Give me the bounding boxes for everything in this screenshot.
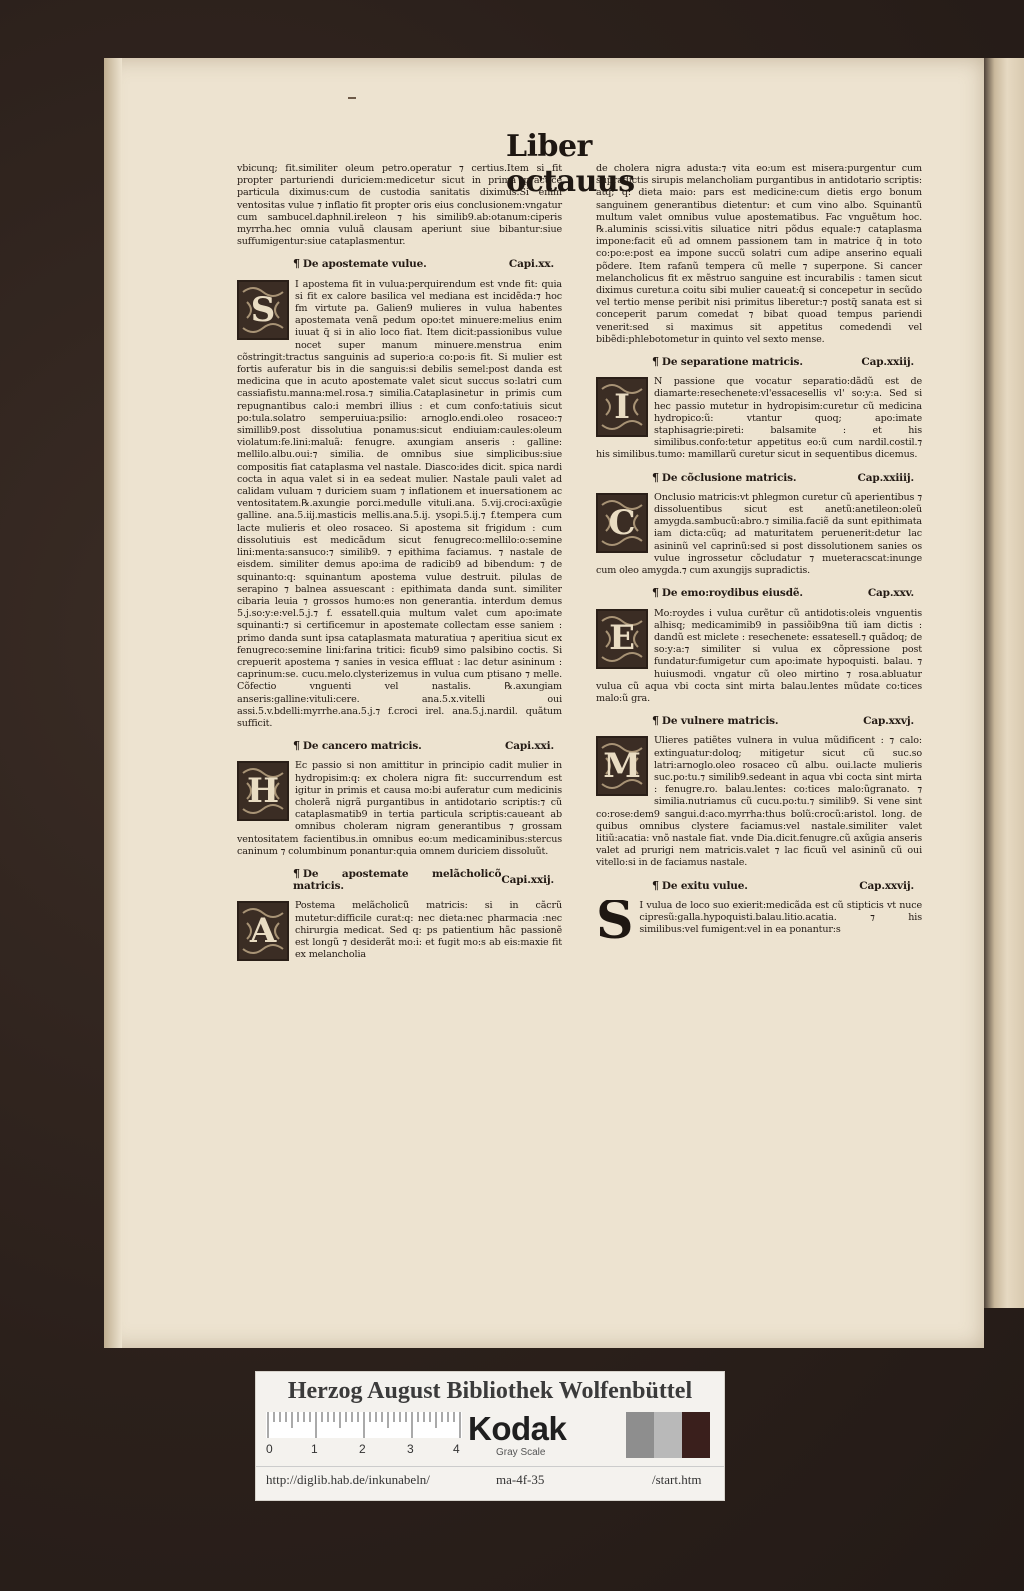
initial-letter: H xyxy=(247,771,279,812)
section-body xyxy=(596,900,922,944)
left-intro-text: vbicunq; fit.similiter oleum petro.operatur ⁊ certius.Item si fit propter parturiendi duriciem:medicetur sicut in prima practice particula diximus:cum de custodia sanitatis diximus.Si enim ventositas vulue ⁊ inflatio fit propter oris eius conclusionem:vngatur cum sambucel.daphnil.ireleon ⁊ his similib9.ab:otanum:ciperis myrrha.hec omnia vuluã clausam aperiunt siue bibantur:siue suffumigentur:siue cataplasmentur. xyxy=(237,163,562,248)
initial-letter: C xyxy=(608,502,636,543)
chapter-number: Capi.xxij. xyxy=(501,874,554,887)
chapter-number: Capi.xx. xyxy=(508,258,554,271)
section-heading xyxy=(293,740,554,752)
initial-letter: A xyxy=(249,911,277,952)
chapter-number: Cap.xxvj. xyxy=(863,715,914,728)
decorated-initial-icon xyxy=(237,901,289,961)
initial-letter: S xyxy=(250,289,276,330)
pilcrow-icon: ¶ xyxy=(652,355,659,369)
section-body xyxy=(596,376,922,461)
initial-letter: M xyxy=(603,746,641,787)
start-url: /start.htm xyxy=(652,1472,702,1487)
pilcrow-icon: ¶ xyxy=(293,257,300,271)
ruler-number: 0 xyxy=(266,1442,273,1456)
section-heading xyxy=(293,868,554,892)
pilcrow-icon: ¶ xyxy=(652,586,659,600)
heading-title: De apostemate melãcholicõ matricis. xyxy=(293,867,502,893)
section-heading xyxy=(652,356,914,368)
library-name: Herzog August Bibliothek Wolfenbüttel xyxy=(287,1378,693,1404)
pilcrow-icon: ¶ xyxy=(652,714,659,728)
left-column xyxy=(237,163,562,963)
pilcrow-icon: ¶ xyxy=(652,878,659,892)
section-text: N passione que vocatur separatio:dãdũ est de diamarte:resechenete:vl'essacesellis vl' so:y:a. Sed si hec passio mutetur in hydropisim:curetur cũ medicina hydropico:ũ: vtantur quoq; apo:imate staphisagrie:pireti: balsamite : et his similibus.confo:tetur appetitus eo:ũ cum nardil.costil.⁊ his similibus.tumo: mamillarũ curetur sicut in sequentibus dicemus. xyxy=(596,376,922,461)
chapter-number: Cap.xxiij. xyxy=(861,356,914,369)
gray-swatch xyxy=(654,1412,682,1458)
pilcrow-icon: ¶ xyxy=(293,866,300,880)
section-heading xyxy=(652,472,914,484)
right-column xyxy=(596,163,922,944)
gray-swatch xyxy=(682,1412,710,1458)
digital-library-url: http://diglib.hab.de/inkunabeln/ xyxy=(266,1472,430,1487)
section-body xyxy=(237,279,562,731)
section-text: Mo:roydes i vulua curẽtur cũ antidotis:oleis vnguentis alhisq; medicamimib9 in passiõib9na tiũ iam dictis : dandũ est miclete : resechenete: essatesell.⁊ quãdoq; de so:y:a:⁊ similiter si vulua ex cõpressione post fundatur:fumigetur cum apo:imate hypoquisti. balau. ⁊ huiusmodi. vngatur cũ oleo mirtino ⁊ rosa.abluatur vulua cũ aqua vbi cocta sint mirta balau.lentes mũdate co:tices malo:ũ gra. xyxy=(596,607,922,704)
chapter-number: Capi.xxi. xyxy=(505,740,554,753)
chapter-number: Cap.xxv. xyxy=(867,587,914,600)
right-intro-text: de cholera nigra adusta:⁊ vita eo:um est misera:purgentur cum supradictis sirupis melancholiam purgantibus in antidotario scriptis: atq; q: dieta maio: pars est medicine:cum dietis ergo bonum sanguinem generantibus dietentur: et cum vino albo. Squinantũ multum valet omnibus vulue apostematibus. Fac vnguẽtum hoc. ℞.aluminis scissi.vitis siluatice nitri põdus equale:⁊ cataplasma impone:facit eũ ad omnem passionem tam in matrice q̃ in toto co:po:e:post ea impone succũ solatri cum adipe anserino equali põdere. Item rafanũ tempera cũ melle ⁊ superpone. Si cancer melancholicus fit ex mẽstruo sanguine est incurabilis : tamen sicut diximus curetur.a coitu sibi mulier caueat:q̃ si concepetur in secũdo vel tertio mense peribit nisi primitus liberetur:⁊ postq̃ sanata est si conceperit parum comedat ⁊ bibat quoad tempus pariendi venerit:sed si maximus sit appetitus comedendi vel bibẽdi:phlebotometur in quinto vel sexto mense. xyxy=(596,163,922,345)
initial-letter: E xyxy=(609,618,635,659)
heading-title: De cancero matricis. xyxy=(302,740,422,753)
card-divider xyxy=(256,1466,724,1467)
shelfmark: ma-4f-35 xyxy=(496,1472,545,1487)
decorated-initial-icon xyxy=(237,761,289,821)
section-body xyxy=(596,492,922,577)
gray-swatch xyxy=(626,1412,654,1458)
decorated-initial-icon xyxy=(596,609,648,669)
heading-title: De exitu vulue. xyxy=(661,879,748,892)
heading-title: De apostemate vulue. xyxy=(302,258,427,271)
decorated-initial-icon xyxy=(596,377,648,437)
section-text: Onclusio matricis:vt phlegmon curetur cũ aperientibus ⁊ dissoluentibus sicut est anetũ:anetileon:oleũ amygda.sambucũ:abro.⁊ similia.faciẽ da sunt epithimata iam dicta:cũq; ad maturitatem peruenerit:detur lac asininũ vel caprinũ:sed si post dissolutionem sanies os vulue ingrossetur cõcludatur ⁊ mueteracscat:inunge cum oleo amygda.⁊ cum axungijs supradictis. xyxy=(596,491,922,577)
section-text: Postema melãcholicũ matricis: si in cãcrũ mutetur:difficile curat:q: nec dieta:nec pharmacia :nec chirurgia medicat. Sed q: ps patientium hãc passionẽ est longũ ⁊ desiderãt mo:i: et fugit mo:s ab eis:maxie fit ex melancholia xyxy=(295,900,562,961)
section-body xyxy=(237,900,562,963)
heading-title: De emo:roydibus eiusdẽ. xyxy=(661,587,803,600)
kodak-logo: Kodak xyxy=(468,1410,567,1447)
heading-title: De cõclusione matricis. xyxy=(661,471,797,484)
section-heading xyxy=(652,715,914,727)
pilcrow-icon: ¶ xyxy=(652,470,659,484)
decorated-initial-icon xyxy=(237,280,289,340)
gray-swatches xyxy=(626,1412,710,1458)
ruler-number: 1 xyxy=(311,1442,318,1456)
chapter-number: Cap.xxvij. xyxy=(859,879,914,892)
section-text: I apostema fit in vulua:perquirendum est vnde fit: quia si fit ex calore basilica vel mediana est incidẽda:⁊ hoc fm virtute pa. Galien9 mulieres in vulua habentes apostemata venã pedum opo:tet minuere:melius enim iuuat q̃ si in alio loco fiat. Item dicit:passionibus vulue nocet super manum minuere.menstrua enim cõstringit:tractus sanguinis ad superio:a co:po:is fit. Si mulier est fortis auferatur bis in die sanguis:si debilis semel:post danda est medicina que in acuto apostemate valet sicut succus so:latri cum cassiafistu.manna:mel.rosa.⁊ similia.Cataplasinetur in primis cum repugnantibus calo:i membri illius : et cum confo:tatiuis sicut po:tula.solatro semperuiua:psilio: arnoglo.endi.oleo rosaceo:⁊ simillib9.post dissolutiua ponamus:sicut endiuiam:caules:oleum violatum:fe.lini:maluã: fenugre. axungiam anseris : galline: mellilo.albu.oui:⁊ similia. de omnibus siue simplicibus:siue compositis fiat cataplasma vel nastale. Diasco:ides dicit. spica nardi cocta in aqua valet si in ea sedeat mulier. Nastale pauli valet ad calidam vuluam ⁊ duriciem suam ⁊ inflationem et inuersationem ac ventositatem.℞.axungie porci.medulle vituli.ana. 5.vij.croci:axũgie galline. ana.5.iij.masticis mellis.ana.5.ij. ysopi.5.ij.⁊ f.tempera cum lacte mulieris et oleo rosaceo. Si apostema sit frigidum : cum dissolutiuis est medicãdum sicut fenugreco:mellilo:o:semine lini:menta:sansuco:⁊ similib9. ⁊ epithima faciamus. ⁊ nastale de eisdem. similiter demus apo:ima de radicib9 ad bibendum: ⁊ de squinanto:q: squinantum apostema vulue destruit. pilulas de serapino ⁊ balnea assuescant : epithimata danda sunt. similiter cibaria leuia ⁊ grossos humo:es non generantia. interdum demus 5.j.so:y:e:vel.5.j.⁊ f. essatell.quia multum valet cum apo:imate squinanti:⁊ si certificemur in apostemate collectam esse saniem : primo danda sunt ipsa cataplasmata maturatiua ⁊ aperitiua sicut ex fenugreco:semine lini:farina tritici: ficub9 simo palsibino coctis. Si crepuerit apostema ⁊ sanies in vesica effluat : lac detur asininum : caprinum:se. cucu.melo.clysterizemus in vulua cum ptisano ⁊ melle. Cõfectio vnguenti vel nastalis. ℞.axungiam anseris:galline:vituli:cere. ana.5.x.vitelli oui assi.5.v.bdelli:myrrhe.ana.5.j.⁊ f.croci irel. ana.5.j.nardil. quãtum sufficit. xyxy=(237,278,562,729)
section-body xyxy=(596,735,922,869)
ruler-number: 2 xyxy=(359,1442,366,1456)
section-text: I vulua de loco suo exierit:medicãda est cũ stipticis vt nuce cipresũ:galla.hypoquisti.balau.litio.acatia. ⁊ his similibus:vel fumigent:vel in ea ponantur:s xyxy=(639,899,922,936)
section-text: Ulieres patiẽtes vulnera in vulua mũdificent : ⁊ calo: extinguatur:doloq; mitigetur sicut cũ suc.so latri:arnoglo.oleo rosaceo cũ albu. oui.lacte mulieris suc.po:tu.⁊ similib9.sedeant in aqua vbi cocta sint mirta : fenugre.ro. balau.lentes: co:tices malo:ũgranato. ⁊ similia.nutriamus cũ cucu.po:tu.⁊ similib9. Si vene sint co:rose:dem9 sangui.d:aco.myrrha:thus bolũ:crocũ:aristol. long. de quibus omnibus clystere faciamus:vel nastale.similiter valet litiũ:acatia: vnõ nastale fiat. vnde Dia.dicit.fenugre.cũ axũgia anseris valet ad prurigi nem matricis.valet ⁊ lac ficuũ vel asininũ cũ oui vitello:si in de faciamus nastale. xyxy=(596,735,922,869)
heading-title: De separatione matricis. xyxy=(661,356,803,369)
initial-letter: S xyxy=(596,899,634,944)
section-body xyxy=(237,760,562,858)
section-heading xyxy=(652,880,914,892)
library-color-card xyxy=(255,1371,725,1501)
ruler-number: 3 xyxy=(407,1442,414,1456)
initial-letter: I xyxy=(614,387,630,428)
section-heading xyxy=(652,587,914,599)
section-body xyxy=(596,608,922,706)
heading-title: De vulnere matricis. xyxy=(661,715,779,728)
pilcrow-icon: ¶ xyxy=(293,739,300,753)
section-text: Ec passio si non amittitur in principio cadit mulier in hydropisim:q: ex cholera nigra fit: succurrendum est igitur in primis et causa mo:bi auferatur cum medicinis cholerã nigrã purgantibus in antidotario scriptis:⁊ cũ cataplasmatib9 in tertia particula scriptis:caueant ab omnibus choleram nigram generantibus ⁊ grossam ventositatem facientibus.in omnibus eo:um medicaminibus:stercus caninum ⁊ columbinum ponantur:quia omnem duriciem dissoluũt. xyxy=(237,760,562,857)
ruler-number: 4 xyxy=(453,1442,460,1456)
grayscale-label: Gray Scale xyxy=(496,1447,546,1458)
decorated-initial-icon xyxy=(596,736,648,796)
chapter-number: Cap.xxiiij. xyxy=(857,471,914,484)
facing-page-edge xyxy=(982,58,1024,1308)
decorated-initial-icon xyxy=(596,493,648,553)
page-mark xyxy=(348,97,356,99)
running-title: Liber octauus xyxy=(506,129,635,199)
section-heading xyxy=(293,258,554,270)
ruler-icon xyxy=(266,1412,462,1438)
